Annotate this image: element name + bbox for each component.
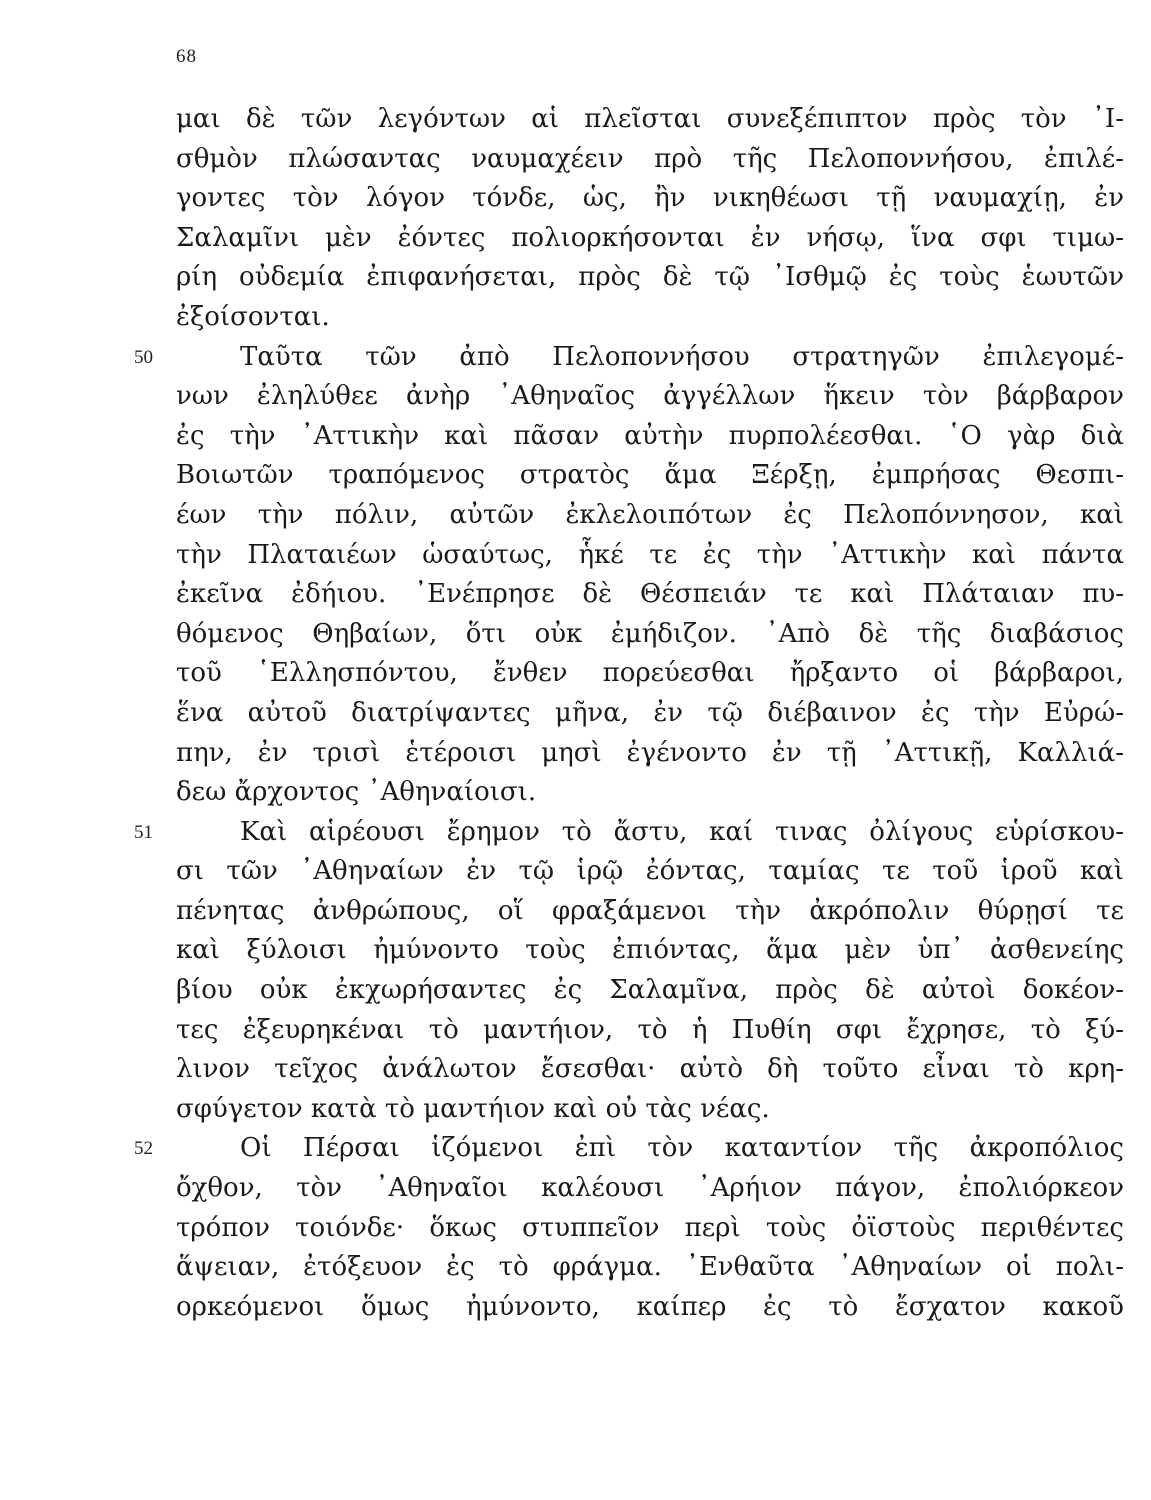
text-line bbox=[176, 1050, 1124, 1090]
text-line bbox=[176, 140, 1124, 180]
text-line bbox=[176, 377, 1124, 417]
section-number: 50 bbox=[134, 346, 153, 368]
text-line bbox=[176, 852, 1124, 892]
text-line bbox=[176, 1209, 1124, 1249]
line-text: σφύγετον κατὰ τὸ μαντήιον καὶ οὐ τὰς νέας. bbox=[176, 1093, 770, 1124]
line-text: Οἱ Πέρσαι ἱζόμενοι ἐπὶ τὸν καταντίον τῆς ἀκροπόλιος bbox=[240, 1133, 1124, 1164]
text-line bbox=[176, 1011, 1124, 1051]
text-line bbox=[176, 179, 1124, 219]
line-text: τοῦ ῾Ελλησπόντου, ἔνθεν πορεύεσθαι ἤρξαντο οἱ βάρβαροι, bbox=[176, 658, 1124, 689]
text-line bbox=[134, 338, 1124, 378]
line-text: σθμὸν πλώσαντας ναυμαχέειν πρὸ τῆς Πελοποννήσου, ἐπιλέ- bbox=[176, 143, 1124, 174]
text-line bbox=[134, 813, 1124, 853]
line-text: πην, ἐν τρισὶ ἑτέροισι μησὶ ἐγένοντο ἐν τῇ ᾿Αττικῇ, Καλλιά- bbox=[176, 737, 1124, 768]
text-line bbox=[176, 734, 1124, 774]
text-line bbox=[176, 258, 1124, 298]
line-text: ἐκεῖνα ἐδήιου. ᾿Ενέπρησε δὲ Θέσπειάν τε καὶ Πλάταιαν πυ- bbox=[176, 579, 1124, 610]
text-line bbox=[134, 1129, 1124, 1169]
line-text: πένητας ἀνθρώπους, οἵ φραξάμενοι τὴν ἀκρόπολιν θύρῃσί τε bbox=[176, 895, 1124, 926]
section-number: 51 bbox=[134, 821, 153, 843]
line-text: καὶ ξύλοισι ἠμύνοντο τοὺς ἐπιόντας, ἅμα μὲν ὑπ᾿ ἀσθενείης bbox=[176, 935, 1124, 966]
line-text: νων ἐληλύθεε ἀνὴρ ᾿Αθηναῖος ἀγγέλλων ἥκειν τὸν βάρβαρον bbox=[176, 381, 1124, 412]
line-text: ορκεόμενοι ὅμως ἠμύνοντο, καίπερ ἐς τὸ ἔσχατον κακοῦ bbox=[176, 1291, 1124, 1322]
text-line bbox=[176, 654, 1124, 694]
line-text: γοντες τὸν λόγον τόνδε, ὡς, ἢν νικηθέωσι τῇ ναυμαχίῃ, ἐν bbox=[176, 183, 1124, 214]
section-number: 52 bbox=[134, 1138, 153, 1160]
line-text: δεω ἄρχοντος ᾿Αθηναίοισι. bbox=[176, 777, 537, 808]
text-line bbox=[176, 615, 1124, 655]
line-text: τὴν Πλαταιέων ὡσαύτως, ἧκέ τε ἐς τὴν ᾿Αττικὴν καὶ πάντα bbox=[176, 539, 1124, 570]
text-line bbox=[176, 1248, 1124, 1288]
text-line bbox=[176, 773, 1124, 813]
body-text bbox=[134, 100, 1124, 1327]
line-text: ἕνα αὐτοῦ διατρίψαντες μῆνα, ἐν τῷ διέβαινον ἐς τὴν Εὐρώ- bbox=[176, 697, 1124, 728]
line-text: τες ἐξευρηκέναι τὸ μαντήιον, τὸ ἡ Πυθίη σφι ἔχρησε, τὸ ξύ- bbox=[176, 1014, 1124, 1045]
line-text: ρίη οὐδεμία ἐπιφανήσεται, πρὸς δὲ τῷ ᾿Ισθμῷ ἐς τοὺς ἑωυτῶν bbox=[176, 262, 1124, 293]
line-text: τρόπον τοιόνδε· ὅκως στυππεῖον περὶ τοὺς ὀϊστοὺς περιθέντες bbox=[176, 1212, 1124, 1243]
line-text: θόμενος Θηβαίων, ὅτι οὐκ ἐμήδιζον. ᾿Απὸ δὲ τῆς διαβάσιος bbox=[176, 618, 1124, 649]
text-line bbox=[176, 575, 1124, 615]
line-text: σι τῶν ᾿Αθηναίων ἐν τῷ ἱρῷ ἐόντας, ταμίας τε τοῦ ἱροῦ καὶ bbox=[176, 856, 1124, 887]
line-text: βίου οὐκ ἐκχωρήσαντες ἐς Σαλαμῖνα, πρὸς δὲ αὐτοὶ δοκέον- bbox=[176, 975, 1124, 1006]
line-text: ἅψειαν, ἐτόξευον ἐς τὸ φράγμα. ᾿Ενθαῦτα ᾿Αθηναίων οἱ πολι- bbox=[176, 1252, 1124, 1283]
text-line bbox=[176, 694, 1124, 734]
line-text: μαι δὲ τῶν λεγόντων αἱ πλεῖσται συνεξέπιπτον πρὸς τὸν ᾿Ι- bbox=[176, 104, 1124, 134]
text-line bbox=[176, 456, 1124, 496]
text-line bbox=[176, 219, 1124, 259]
text-line bbox=[176, 892, 1124, 932]
line-text: ἐξοίσονται. bbox=[176, 301, 330, 332]
text-line bbox=[176, 417, 1124, 457]
text-line bbox=[176, 1169, 1124, 1209]
line-text: έων τὴν πόλιν, αὐτῶν ἐκλελοιπότων ἐς Πελοπόννησον, καὶ bbox=[176, 499, 1124, 530]
text-line bbox=[176, 536, 1124, 576]
text-line bbox=[176, 496, 1124, 536]
text-line bbox=[176, 931, 1124, 971]
line-text: Βοιωτῶν τραπόμενος στρατὸς ἅμα Ξέρξῃ, ἐμπρήσας Θεσπι- bbox=[176, 460, 1124, 491]
line-text: Σαλαμῖνι μὲν ἐόντες πολιορκήσονται ἐν νήσῳ, ἵνα σφι τιμω- bbox=[176, 222, 1124, 253]
line-text: λινον τεῖχος ἀνάλωτον ἔσεσθαι· αὐτὸ δὴ τοῦτο εἶναι τὸ κρη- bbox=[176, 1054, 1124, 1085]
text-line bbox=[176, 1288, 1124, 1328]
line-text: ὄχθον, τὸν ᾿Αθηναῖοι καλέουσι ᾿Αρήιον πάγον, ἐπολιόρκεον bbox=[176, 1173, 1124, 1204]
text-line bbox=[176, 100, 1124, 140]
line-text: Ταῦτα τῶν ἀπὸ Πελοποννήσου στρατηγῶν ἐπιλεγομέ- bbox=[240, 341, 1124, 372]
page-number: 68 bbox=[176, 46, 197, 67]
text-line bbox=[176, 298, 1124, 338]
line-text: ἐς τὴν ᾿Αττικὴν καὶ πᾶσαν αὐτὴν πυρπολέεσθαι. ῾Ο γὰρ διὰ bbox=[176, 420, 1124, 451]
line-text: Καὶ αἱρέουσι ἔρημον τὸ ἄστυ, καί τινας ὀλίγους εὑρίσκου- bbox=[240, 816, 1124, 847]
text-line bbox=[176, 1090, 1124, 1130]
text-line bbox=[176, 971, 1124, 1011]
